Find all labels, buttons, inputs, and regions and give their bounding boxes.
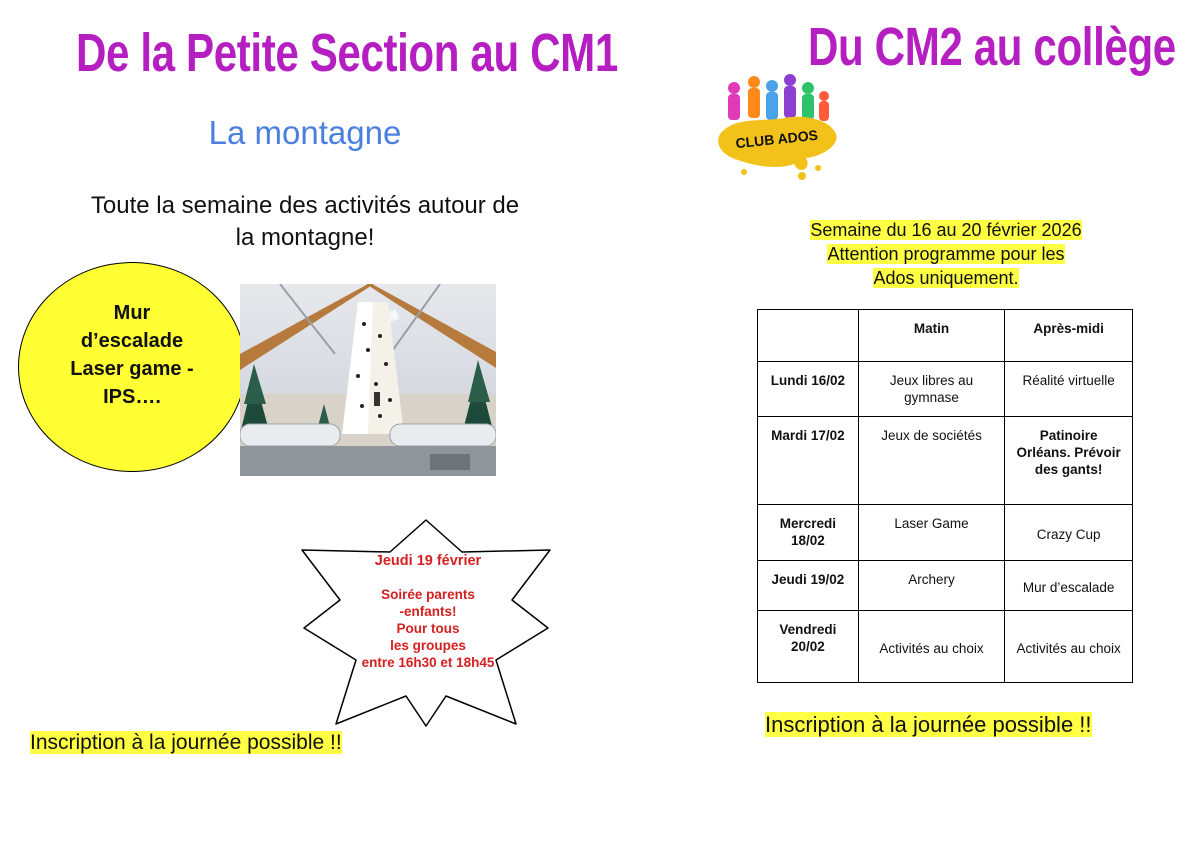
morning-cell: Jeux libres au gymnase (858, 362, 1005, 417)
intro-text (40, 190, 570, 254)
afternoon-cell: Patinoire Orléans. Prévoir des gants! (1005, 417, 1133, 505)
event-line-5: entre 16h30 et 18h45 (361, 655, 495, 670)
event-date: Jeudi 19 février (374, 553, 482, 569)
afternoon-cell: Crazy Cup (1005, 505, 1133, 561)
day-cell: Lundi 16/02 (758, 362, 859, 417)
morning-cell: Laser Game (858, 505, 1005, 561)
right-inscription (765, 712, 1092, 738)
table-row (758, 611, 1133, 683)
table-header-afternoon: Après-midi (1005, 310, 1133, 362)
table-header-morning: Matin (858, 310, 1005, 362)
week-line-1: Semaine du 16 au 20 février 2026 (810, 220, 1082, 240)
table-header-row (758, 310, 1133, 362)
event-line-2: -enfants! (399, 604, 457, 619)
week-info (760, 218, 1132, 290)
table-header-empty (758, 310, 859, 362)
event-line-3: Pour tous (396, 621, 460, 636)
table-row (758, 505, 1133, 561)
left-page-title: De la Petite Section au CM1 (76, 23, 618, 83)
table-row (758, 362, 1133, 417)
morning-cell: Jeux de sociétés (858, 417, 1005, 505)
week-line-3: Ados uniquement. (873, 268, 1019, 288)
circle-text (47, 299, 217, 411)
table-row (758, 417, 1133, 505)
week-line-2: Attention programme pour les (827, 244, 1065, 264)
day-cell: Vendredi 20/02 (758, 611, 859, 683)
morning-cell: Activités au choix (858, 611, 1005, 683)
event-line-4: les groupes (390, 638, 466, 653)
day-cell: Jeudi 19/02 (758, 561, 859, 611)
intro-line-2: la montagne! (235, 224, 375, 251)
day-cell: Mercredi 18/02 (758, 505, 859, 561)
circle-line-2: d’escalade (80, 329, 184, 352)
circle-line-4: IPS…. (103, 385, 161, 408)
event-text (340, 553, 516, 671)
activities-circle (18, 262, 246, 472)
left-inscription (30, 731, 342, 755)
morning-cell: Archery (858, 561, 1005, 611)
logo-text: CLUB ADOS (734, 126, 819, 152)
day-cell: Mardi 17/02 (758, 417, 859, 505)
schedule-table (757, 309, 1133, 683)
afternoon-cell: Mur d’escalade (1005, 561, 1133, 611)
right-page-title: Du CM2 au collège (808, 17, 1176, 77)
table-row (758, 561, 1133, 611)
right-inscription-text: Inscription à la journée possible !! (765, 712, 1092, 737)
circle-line-1: Mur (113, 301, 151, 324)
club-ados-logo (714, 72, 840, 190)
afternoon-cell: Activités au choix (1005, 611, 1133, 683)
climbing-wall-photo (240, 284, 496, 476)
theme-subtitle: La montagne (208, 114, 402, 151)
left-inscription-text: Inscription à la journée possible !! (30, 731, 342, 754)
circle-line-3: Laser game - (70, 357, 194, 380)
intro-line-1: Toute la semaine des activités autour de (90, 192, 520, 219)
event-line-1: Soirée parents (381, 587, 475, 602)
afternoon-cell: Réalité virtuelle (1005, 362, 1133, 417)
